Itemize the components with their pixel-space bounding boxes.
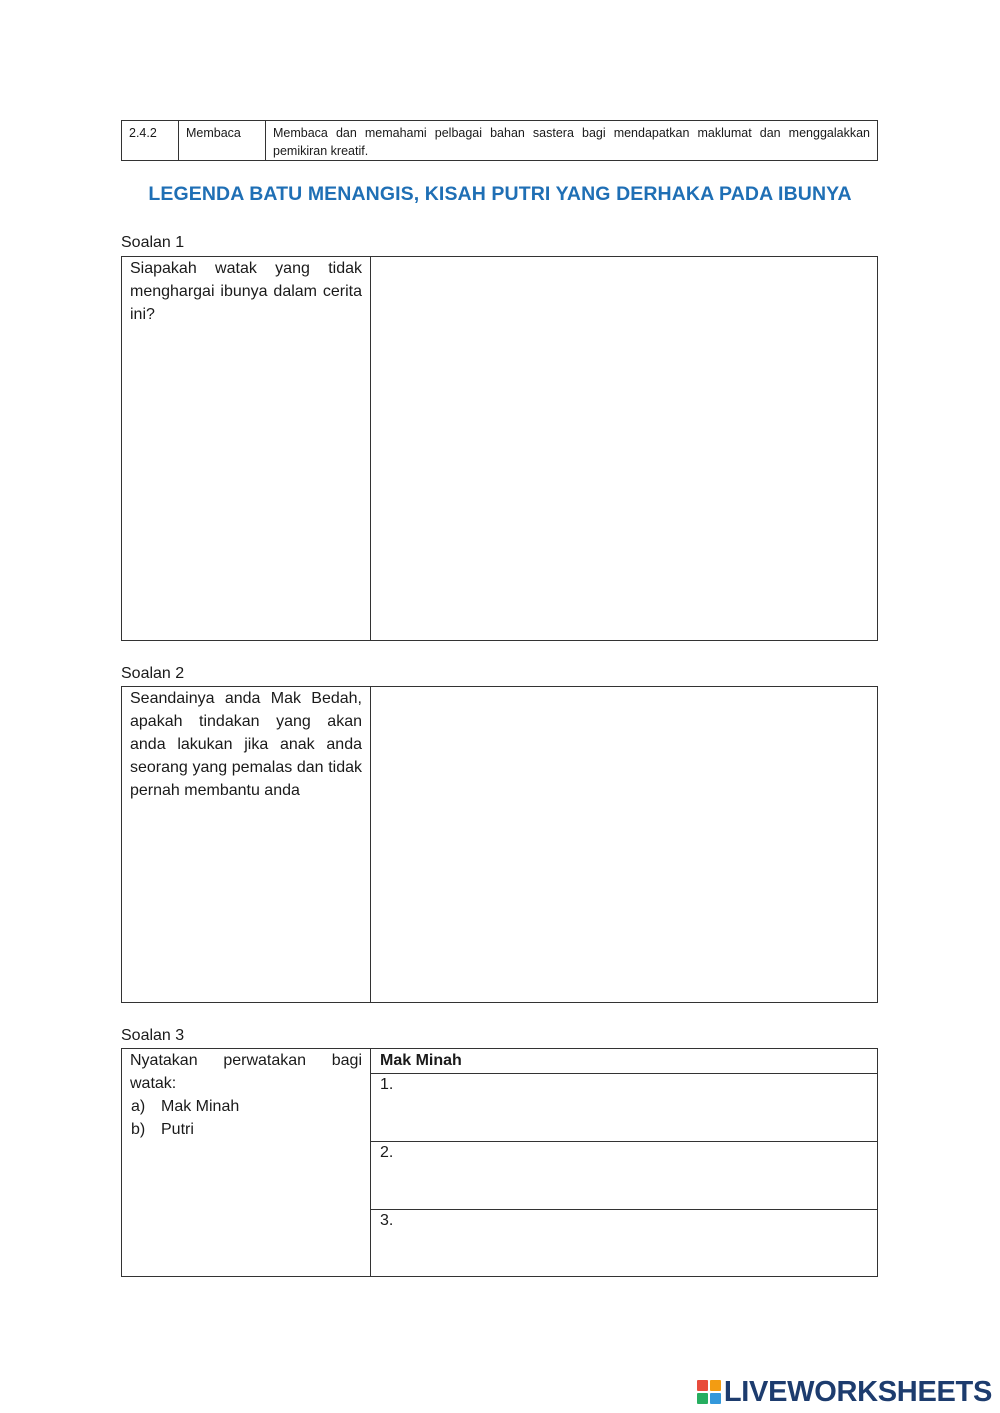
option-marker: b): [131, 1121, 146, 1138]
soalan-1-answer-area[interactable]: [371, 257, 877, 640]
worksheet-title: LEGENDA BATU MENANGIS, KISAH PUTRI YANG DERHAKA PADA IBUNYA: [148, 183, 852, 205]
answer-number: 2.: [380, 1144, 394, 1161]
answer-row-2[interactable]: [371, 1142, 877, 1210]
soalan-2-question-cell: [122, 687, 371, 1002]
list-item: [131, 1118, 370, 1141]
answer-number: 1.: [380, 1076, 394, 1093]
standard-table: [121, 120, 878, 161]
option-marker: a): [131, 1098, 146, 1115]
soalan-1-question-cell: [122, 257, 371, 640]
brand-text: LIVEWORKSHEETS: [723, 1376, 992, 1408]
soalan-3-answer-table: [371, 1049, 877, 1276]
answer-number: 3.: [380, 1212, 394, 1229]
soalan-3-options: [122, 1095, 370, 1141]
option-text: Putri: [161, 1121, 194, 1138]
soalan-1-box: [121, 256, 878, 641]
soalan-3-question-cell: [122, 1049, 371, 1276]
standard-description: Membaca dan memahami pelbagai bahan sastera bagi mendapatkan maklumat dan menggalakkan pemikiran kreatif.: [266, 121, 878, 161]
soalan-2-box: [121, 686, 878, 1003]
soalan-2-question: Seandainya anda Mak Bedah, apakah tindakan yang akan anda lakukan jika anak anda seorang yang pemalas dan tidak pernah membantu anda: [130, 690, 362, 799]
soalan-3-question: Nyatakan perwatakan bagi watak:: [130, 1052, 362, 1092]
soalan-2-answer-area[interactable]: [371, 687, 877, 1002]
liveworksheets-icon: [697, 1380, 721, 1404]
soalan-1-label: Soalan 1: [121, 234, 185, 251]
soalan-2-label: Soalan 2: [121, 665, 185, 682]
liveworksheets-logo: [697, 1375, 992, 1409]
standard-code: 2.4.2: [122, 121, 179, 161]
standard-skill: Membaca: [179, 121, 266, 161]
answer-header: Mak Minah: [371, 1049, 877, 1074]
soalan-1-question: Siapakah watak yang tidak menghargai ibunya dalam cerita ini?: [130, 260, 362, 323]
soalan-3-box: [121, 1048, 878, 1277]
list-item: [131, 1095, 370, 1118]
answer-row-3[interactable]: [371, 1210, 877, 1278]
soalan-3-label: Soalan 3: [121, 1027, 185, 1044]
option-text: Mak Minah: [161, 1098, 240, 1115]
answer-row-1[interactable]: [371, 1074, 877, 1142]
